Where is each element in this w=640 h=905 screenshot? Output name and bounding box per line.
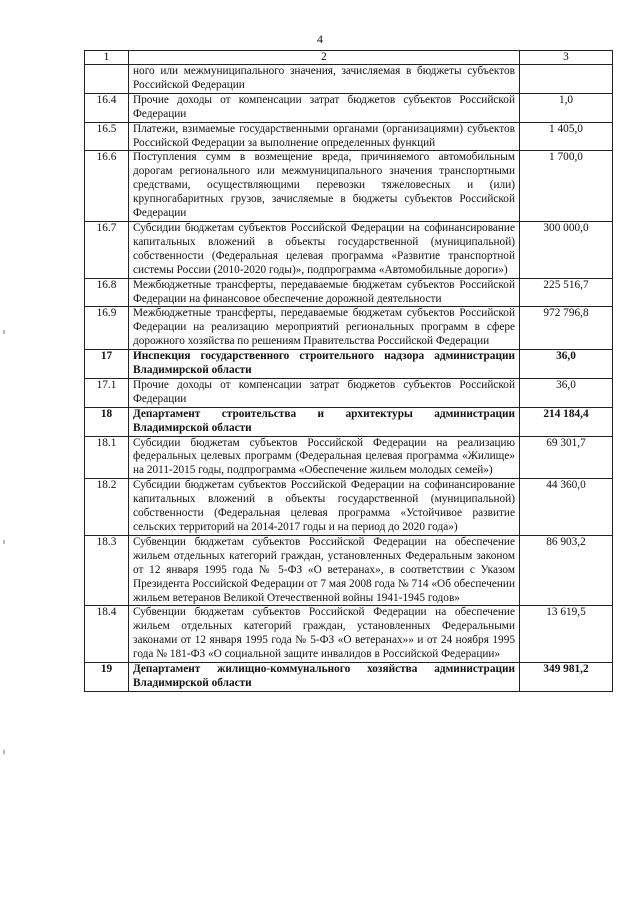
row-amount: 214 184,4 <box>520 407 613 436</box>
row-code: 18 <box>85 407 129 436</box>
row-code: 16.9 <box>85 307 129 350</box>
row-code: 18.1 <box>85 436 129 479</box>
table-row <box>85 407 613 436</box>
row-amount: 972 796,8 <box>520 307 613 350</box>
table-row <box>85 663 613 692</box>
row-code: 16.8 <box>85 278 129 307</box>
row-description: Департамент строительства и архитектуры администрации Владимирской области <box>129 407 520 436</box>
row-description: Платежи, взимаемые государственными органами (организациями) субъектов Российской Федерации за выполнение определенных функций <box>129 122 520 151</box>
table-row <box>85 307 613 350</box>
row-description: Субсидии бюджетам субъектов Российской Федерации на софинансирование капитальных вложений в объекты государственной (муниципальной) собственности (Федеральная целевая программа «Устойчивое развитие сельских территорий на 2014-2017 годы и на период до 2020 года») <box>129 479 520 536</box>
row-code: 16.4 <box>85 93 129 122</box>
column-header-description: 2 <box>129 51 520 65</box>
row-description: ного или межмуниципального значения, зачисляемая в бюджеты субъектов Российской Федерации <box>129 65 520 94</box>
scan-mark <box>3 330 5 334</box>
row-amount: 36,0 <box>520 378 613 407</box>
row-description: Субвенции бюджетам субъектов Российской Федерации на обеспечение жильем отдельных категорий граждан, установленных Федеральными законами от 12 января 1995 года № 5-ФЗ «О ветеранах»» и от 24 ноября 1995 года № 181-ФЗ «О социальной защите инвалидов в Российской Федерации» <box>129 606 520 663</box>
row-code: 18.3 <box>85 535 129 606</box>
row-amount: 86 903,2 <box>520 535 613 606</box>
table-row <box>85 436 613 479</box>
table-body <box>85 65 613 692</box>
table-row <box>85 479 613 536</box>
row-amount: 1,0 <box>520 93 613 122</box>
row-description: Межбюджетные трансферты, передаваемые бюджетам субъектов Российской Федерации на финансовое обеспечение дорожной деятельности <box>129 278 520 307</box>
row-description: Поступления сумм в возмещение вреда, причиняемого автомобильным дорогам регионального или межмуниципального значения транспортными средствами, осуществляющими перевозки тяжеловесных и (или) крупногабаритных грузов, зачисляемые в бюджеты субъектов Российской Федерации <box>129 151 520 222</box>
row-amount: 36,0 <box>520 350 613 379</box>
budget-table <box>84 50 613 692</box>
row-code: 16.7 <box>85 221 129 278</box>
row-amount: 300 000,0 <box>520 221 613 278</box>
row-description: Департамент жилищно-коммунального хозяйства администрации Владимирской области <box>129 663 520 692</box>
row-amount: 225 516,7 <box>520 278 613 307</box>
table-row <box>85 65 613 94</box>
table-row <box>85 278 613 307</box>
row-description: Инспекция государственного строительного надзора администрации Владимирской области <box>129 350 520 379</box>
row-code: 18.4 <box>85 606 129 663</box>
row-code: 17 <box>85 350 129 379</box>
table-row <box>85 350 613 379</box>
table-row <box>85 151 613 222</box>
table-row <box>85 221 613 278</box>
row-description: Субвенции бюджетам субъектов Российской Федерации на обеспечение жильем отдельных категорий граждан, установленных Федеральным законом от 12 января 1995 года № 5-ФЗ «О ветеранах», в соответствии с Указом Президента Российской Федерации от 7 мая 2008 года № 714 «Об обеспечении жильем ветеранов Великой Отечественной войны 1941-1945 годов» <box>129 535 520 606</box>
table-row <box>85 93 613 122</box>
table-row <box>85 606 613 663</box>
table-row <box>85 122 613 151</box>
table-header-row <box>85 51 613 65</box>
column-header-code: 1 <box>85 51 129 65</box>
row-amount: 13 619,5 <box>520 606 613 663</box>
row-description: Прочие доходы от компенсации затрат бюджетов субъектов Российской Федерации <box>129 93 520 122</box>
row-amount <box>520 65 613 94</box>
scan-mark <box>3 750 5 754</box>
row-code <box>85 65 129 94</box>
page-number: 4 <box>317 32 323 46</box>
scan-mark <box>3 540 5 544</box>
row-amount: 69 301,7 <box>520 436 613 479</box>
row-description: Прочие доходы от компенсации затрат бюджетов субъектов Российской Федерации <box>129 378 520 407</box>
row-amount: 349 981,2 <box>520 663 613 692</box>
row-code: 18.2 <box>85 479 129 536</box>
row-description: Субсидии бюджетам субъектов Российской Федерации на реализацию федеральных целевых программ (Федеральная целевая программа «Жилище» на 2011-2015 годы, подпрограмма «Обеспечение жильем молодых семей») <box>129 436 520 479</box>
row-description: Субсидии бюджетам субъектов Российской Федерации на софинансирование капитальных вложений в объекты государственной (муниципальной) собственности (Федеральная целевая программа «Развитие транспортной системы России (2010-2020 годы)», подпрограмма «Автомобильные дороги») <box>129 221 520 278</box>
row-code: 16.6 <box>85 151 129 222</box>
column-header-amount: 3 <box>520 51 613 65</box>
row-code: 19 <box>85 663 129 692</box>
row-amount: 44 360,0 <box>520 479 613 536</box>
row-amount: 1 405,0 <box>520 122 613 151</box>
row-code: 16.5 <box>85 122 129 151</box>
row-amount: 1 700,0 <box>520 151 613 222</box>
row-code: 17.1 <box>85 378 129 407</box>
table-row <box>85 378 613 407</box>
row-description: Межбюджетные трансферты, передаваемые бюджетам субъектов Российской Федерации на реализацию мероприятий региональных программ в сфере дорожного хозяйства по решениям Правительства Российской Федерации <box>129 307 520 350</box>
table-row <box>85 535 613 606</box>
